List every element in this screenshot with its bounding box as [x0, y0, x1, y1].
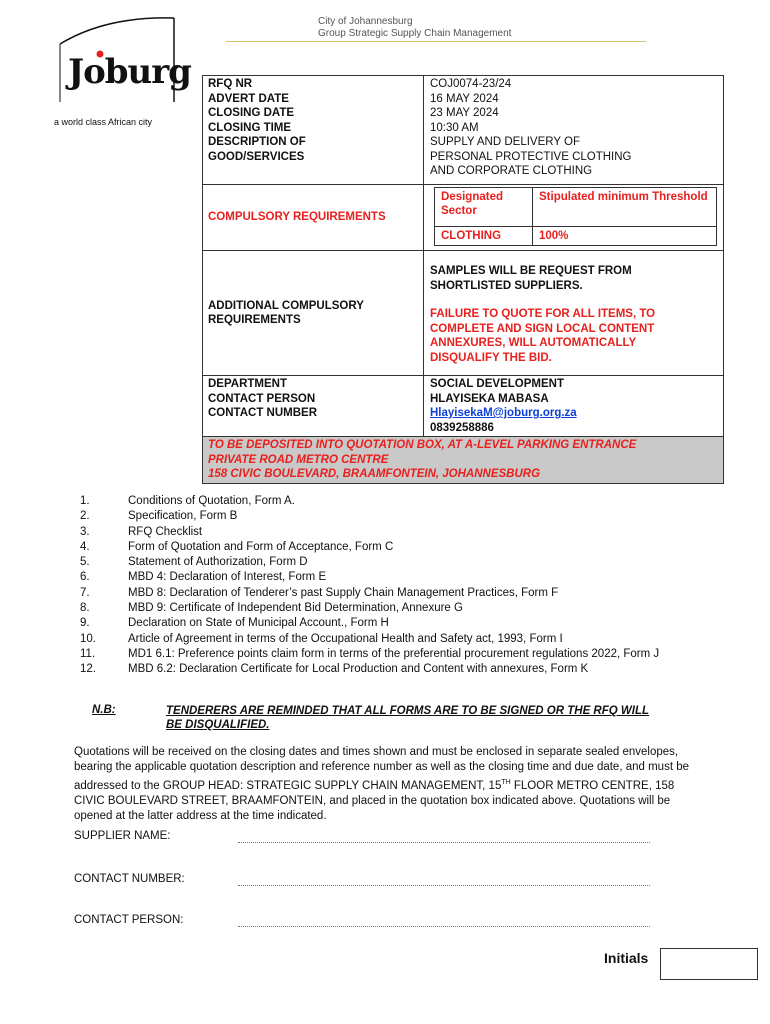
description-value-3: AND CORPORATE CLOTHING — [430, 165, 593, 177]
rfq-label: RFQ NR — [208, 78, 253, 90]
department-label: DEPARTMENT — [208, 378, 288, 390]
rfq-basic-rows — [203, 76, 723, 185]
department-value: SOCIAL DEVELOPMENT — [430, 378, 564, 390]
supplier-name-line[interactable] — [238, 842, 650, 843]
initials-label: Initials — [604, 950, 649, 966]
sector-header: Designated Sector — [435, 188, 533, 226]
compulsory-label: COMPULSORY REQUIREMENTS — [208, 211, 386, 223]
list-item: 7. MBD 8: Declaration of Tenderer’s past Supply Chain Management Practices, Form F — [80, 586, 559, 599]
contact-number-field-label: CONTACT NUMBER: — [74, 873, 185, 885]
list-item: 8. MBD 9: Certificate of Independent Bid Determination, Annexure G — [80, 602, 463, 615]
initials-box[interactable] — [660, 948, 758, 980]
threshold-table — [434, 187, 717, 247]
samples-text: SAMPLES WILL BE REQUEST FROM SHORTLISTED SUPPLIERS. — [430, 265, 632, 292]
sector-value: CLOTHING — [435, 227, 533, 246]
list-item: 6. MBD 4: Declaration of Interest, Form E — [80, 571, 327, 584]
additional-label: ADDITIONAL COMPULSORY REQUIREMENTS — [208, 299, 364, 326]
deposit-instructions — [203, 437, 723, 483]
logo-tagline: a world class African city — [54, 117, 153, 127]
contact-person-value: HLAYISEKA MABASA — [430, 392, 549, 405]
closing-date-value: 23 MAY 2024 — [430, 107, 499, 119]
forms-list — [80, 494, 710, 678]
deposit-line-2: PRIVATE ROAD METRO CENTRE — [208, 453, 389, 466]
contact-phone: 0839258886 — [430, 421, 494, 434]
nb-label: N.B: — [92, 704, 116, 716]
closing-time-label: CLOSING TIME — [208, 121, 292, 134]
list-item: 10. Article of Agreement in terms of the Occupational Health and Safety act, 1993, Form I — [80, 632, 563, 645]
list-item: 12. MBD 6.2: Declaration Certificate for Local Production and Content with annexures, Form K — [80, 663, 589, 676]
list-item: 4. Form of Quotation and Form of Acceptance, Form C — [80, 540, 394, 553]
list-item: 2. Specification, Form B — [80, 510, 238, 523]
rfq-details-table — [202, 75, 724, 484]
contact-person-field-label: CONTACT PERSON: — [74, 914, 184, 926]
description-value: SUPPLY AND DELIVERY OF — [430, 136, 580, 148]
contact-email-link[interactable]: HlayisekaM@joburg.org.za — [430, 407, 577, 419]
failure-text: FAILURE TO QUOTE FOR ALL ITEMS, TO COMPLETE AND SIGN LOCAL CONTENT ANNEXURES, WILL AUTOMATICALLY DISQUALIFY THE BID. — [430, 308, 656, 364]
contact-person-label: CONTACT PERSON — [208, 392, 316, 405]
contact-rows — [203, 376, 723, 437]
document-header — [226, 16, 646, 40]
description-label: DESCRIPTION OF — [208, 136, 306, 148]
deposit-line-1: TO BE DEPOSITED INTO QUOTATION BOX, AT A-LEVEL PARKING ENTRANCE — [208, 439, 637, 451]
rfq-value: COJ0074-23/24 — [430, 78, 512, 90]
list-item: 9. Declaration on State of Municipal Account., Form H — [80, 617, 389, 630]
quotation-paragraph: Quotations will be received on the closing dates and times shown and must be enclosed in separate sealed envelopes, bearing the applicable quotation description and reference number as well as the closing time and due date, and must be addressed to the GROUP HEAD: STRATEGIC SUPPLY CHAIN MANAGEMENT, 15TH FLOOR METRO CENTRE, 158 CIVIC BOULEVARD STREET, BRAAMFONTEIN, and placed in the quotation box indicated above. Quotations will be opened at the latter address at the time indicated. — [74, 746, 690, 822]
threshold-value: 100% — [539, 229, 569, 242]
contact-number-line[interactable] — [238, 885, 650, 886]
header-dept: Group Strategic Supply Chain Management — [318, 28, 512, 39]
threshold-header: Stipulated minimum Threshold — [539, 190, 708, 203]
advert-date-label: ADVERT DATE — [208, 92, 289, 105]
nb-text: TENDERERS ARE REMINDED THAT ALL FORMS ARE TO BE SIGNED OR THE RFQ WILL BE DISQUALIFIED. — [166, 705, 650, 731]
supplier-name-label: SUPPLIER NAME: — [74, 830, 171, 842]
contact-person-line[interactable] — [238, 926, 650, 927]
compulsory-requirements-row — [203, 185, 723, 252]
closing-time-value: 10:30 AM — [430, 121, 479, 134]
description-value-2: PERSONAL PROTECTIVE CLOTHING — [430, 150, 632, 163]
header-divider — [226, 41, 646, 42]
header-org: City of Johannesburg — [318, 16, 413, 27]
description-label-2: GOOD/SERVICES — [208, 150, 305, 163]
joburg-logo-text: Joburg — [68, 52, 191, 92]
contact-number-label: CONTACT NUMBER — [208, 407, 318, 419]
deposit-line-3: 158 CIVIC BOULEVARD, BRAAMFONTEIN, JOHANNESBURG — [208, 468, 541, 480]
list-item: 3. RFQ Checklist — [80, 525, 203, 538]
advert-date-value: 16 MAY 2024 — [430, 92, 499, 105]
list-item: 1. Conditions of Quotation, Form A. — [80, 495, 295, 507]
closing-date-label: CLOSING DATE — [208, 107, 295, 119]
list-item: 5. Statement of Authorization, Form D — [80, 556, 308, 569]
additional-requirements-row — [203, 251, 723, 376]
list-item: 11. MD1 6.1: Preference points claim form in terms of the preferential procurement regulations 2022, Form J — [80, 647, 660, 660]
